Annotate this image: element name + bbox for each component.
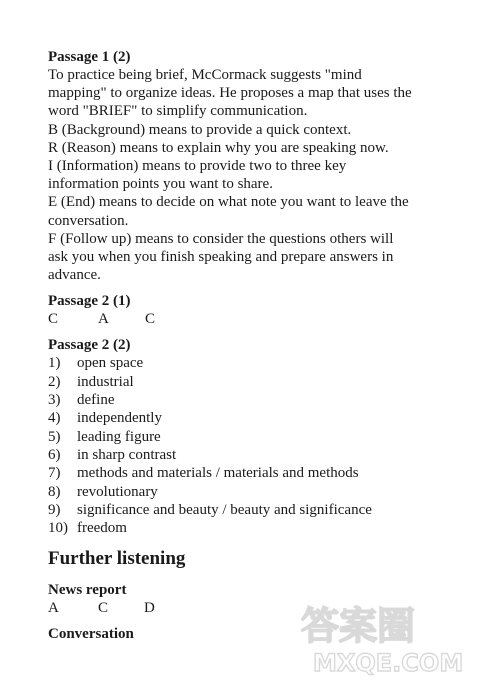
- answer-key-page: [48, 48, 458, 643]
- brief-f-line: F (Follow up) means to consider the questions others will: [48, 230, 394, 247]
- passage1-2-intro-line: To practice being brief, McCormack suggests "mind: [48, 67, 362, 83]
- brief-e-line: conversation.: [48, 212, 129, 229]
- brief-r-line: R (Reason) means to explain why you are speaking now.: [48, 139, 389, 156]
- answer-letter: C: [145, 311, 156, 328]
- answer-letter: C: [98, 600, 109, 617]
- item-text: in sharp contrast: [77, 446, 177, 463]
- answer-letter: D: [144, 600, 155, 617]
- brief-e-line: E (End) means to decide on what note you want to leave the: [48, 194, 409, 211]
- news-report-heading: News report: [48, 582, 127, 599]
- item-number: 3): [48, 392, 61, 409]
- item-text: open space: [77, 355, 144, 372]
- brief-b-line: B (Background) means to provide a quick context.: [48, 121, 352, 138]
- site-watermark: [291, 593, 469, 677]
- passage2-1-heading: Passage 2 (1): [48, 293, 131, 310]
- list-item: [48, 501, 458, 519]
- passage1-2-heading: Passage 1 (2): [48, 49, 131, 65]
- passage2-1-answers: [48, 310, 458, 328]
- item-number: 9): [48, 501, 61, 518]
- answer-letter: A: [98, 311, 109, 328]
- list-item: [48, 519, 458, 537]
- further-listening-heading: Further listening: [48, 548, 186, 570]
- item-number: 8): [48, 483, 61, 500]
- answer-letter: C: [48, 311, 59, 328]
- list-item: [48, 483, 458, 501]
- item-number: 1): [48, 355, 61, 372]
- conversation-heading: Conversation: [48, 626, 134, 643]
- answer-letter: A: [48, 600, 59, 617]
- item-text: independently: [77, 410, 162, 427]
- list-item: [48, 391, 458, 409]
- brief-i-line: I (Information) means to provide two to three key: [48, 158, 347, 175]
- passage1-2-intro-line: word "BRIEF" to simplify communication.: [48, 103, 308, 120]
- watermark-bottom-text: MXQE.COM: [313, 649, 464, 677]
- item-number: 7): [48, 465, 61, 482]
- watermark-top-text: 答案圈: [301, 604, 416, 648]
- item-text: methods and materials / materials and methods: [77, 465, 359, 482]
- list-item: [48, 373, 458, 391]
- item-number: 6): [48, 446, 61, 463]
- item-text: revolutionary: [77, 483, 158, 500]
- list-item: [48, 446, 458, 464]
- item-text: freedom: [77, 520, 127, 537]
- passage2-2-answer-list: [48, 354, 458, 537]
- list-item: [48, 464, 458, 482]
- passage1-2-intro-line: mapping" to organize ideas. He proposes a map that uses the: [48, 85, 412, 102]
- list-item: [48, 409, 458, 427]
- list-item: [48, 354, 458, 372]
- brief-f-line: advance.: [48, 267, 101, 284]
- item-number: 2): [48, 373, 61, 390]
- list-item: [48, 428, 458, 446]
- brief-i-line: information points you want to share.: [48, 176, 273, 193]
- item-number: 4): [48, 410, 61, 427]
- item-text: significance and beauty / beauty and significance: [77, 501, 372, 518]
- item-number: 10): [48, 520, 68, 537]
- item-text: leading figure: [77, 428, 161, 445]
- brief-f-line: ask you when you finish speaking and prepare answers in: [48, 249, 394, 266]
- item-text: industrial: [77, 373, 134, 390]
- item-text: define: [77, 392, 115, 409]
- passage2-2-heading: Passage 2 (2): [48, 337, 131, 354]
- item-number: 5): [48, 428, 61, 445]
